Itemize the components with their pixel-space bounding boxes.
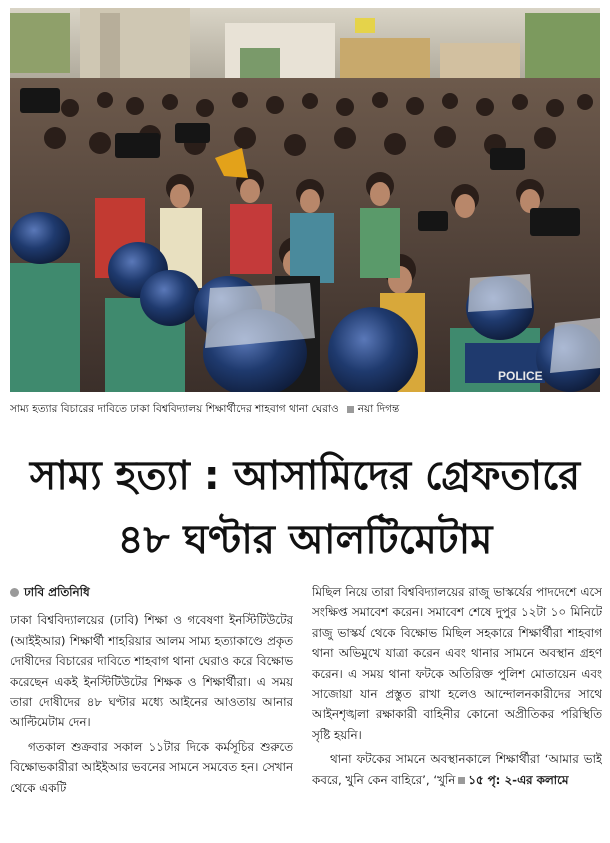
police-vest-label: POLICE	[498, 369, 543, 383]
bullet-dot-icon	[10, 588, 19, 597]
square-bullet-icon	[458, 777, 465, 784]
caption-text: সাম্য হত্যার বিচারের দাবিতে ঢাকা বিশ্ববিদ্যালয় শিক্ষার্থীদের শাহবাগ থানা ঘেরাও	[10, 403, 339, 415]
continuation-note	[455, 773, 568, 787]
byline	[10, 582, 293, 602]
article-paragraph: মিছিল নিয়ে তারা বিশ্ববিদ্যালয়ের রাজু ভাস্কর্যের পাদদেশে এসে সংক্ষিপ্ত সমাবেশ করেন। সমাবেশ শেষে দুপুর ১২টা ১০ মিনিটে রাজু ভাস্কর্য থেকে বিক্ষোভ মিছিল সহকারে শিক্ষার্থীরা শাহবাগ থানা অভিমুখে যাত্রা করেন এবং থানার সামনে অবস্থান গ্রহণ করেন। এ সময় থানা ফটকে অতিরিক্ত পুলিশ মোতায়েন এবং সাজোয়া যান প্রস্তুত রাখা হলেও আন্দোলনকারীদের সাথে আইনশৃঙ্খলা রক্ষাকারী বাহিনীর কোনো অপ্রীতিকর পরিস্থিতি সৃষ্টি হয়নি।	[312, 585, 602, 742]
square-bullet-icon	[347, 406, 354, 413]
continuation-text: ১৫ পৃ: ২-এর কলামে	[468, 772, 569, 787]
headline-line-2: ৪৮ ঘণ্টার আলটিমেটাম	[117, 517, 493, 563]
news-photo	[10, 8, 600, 392]
article-paragraph: ঢাকা বিশ্ববিদ্যালয়ের (ঢাবি) শিক্ষা ও গবেষণা ইনস্টিটিউটের (আইইআর) শিক্ষার্থী শাহরিয়ার আলম সাম্য হত্যাকাণ্ডে প্রকৃত দোষীদের বিচারের দাবিতে শাহবাগ থানা ঘেরাও করে বিক্ষোভ করেছেন একই ইনস্টিটিউটের শিক্ষক ও শিক্ষার্থীরা। এ সময় তারা দোষীদের ৪৮ ঘণ্টার মধ্যে আইনের আওতায় আনার আল্টিমেটাম দেন।	[10, 613, 293, 730]
photo-credit: নয়া দিগন্ত	[357, 403, 400, 415]
article-paragraph-text: থানা ফটকের সামনে অবস্থানকালে শিক্ষার্থীরা ‘আমার ভাই কবরে, খুনি কেন বাহিরে’, ‘খুনি	[312, 752, 602, 787]
article-paragraph: গতকাল শুক্রবার সকাল ১১টার দিকে কর্মসূচির শুরুতে বিক্ষোভকারীরা আইইআর ভবনের সামনে সমবেত হন। সেখান থেকে একটি	[10, 739, 293, 795]
article-paragraph	[312, 749, 602, 790]
protest-photo-illustration	[10, 8, 600, 392]
article-column-right	[312, 582, 602, 834]
photo-caption	[10, 399, 600, 419]
article-column-left	[10, 582, 293, 834]
byline-text: ঢাবি প্রতিনিধি	[24, 585, 90, 599]
headline-line-1: সাম্য হত্যা : আসামিদের গ্রেফতারে	[29, 453, 581, 499]
